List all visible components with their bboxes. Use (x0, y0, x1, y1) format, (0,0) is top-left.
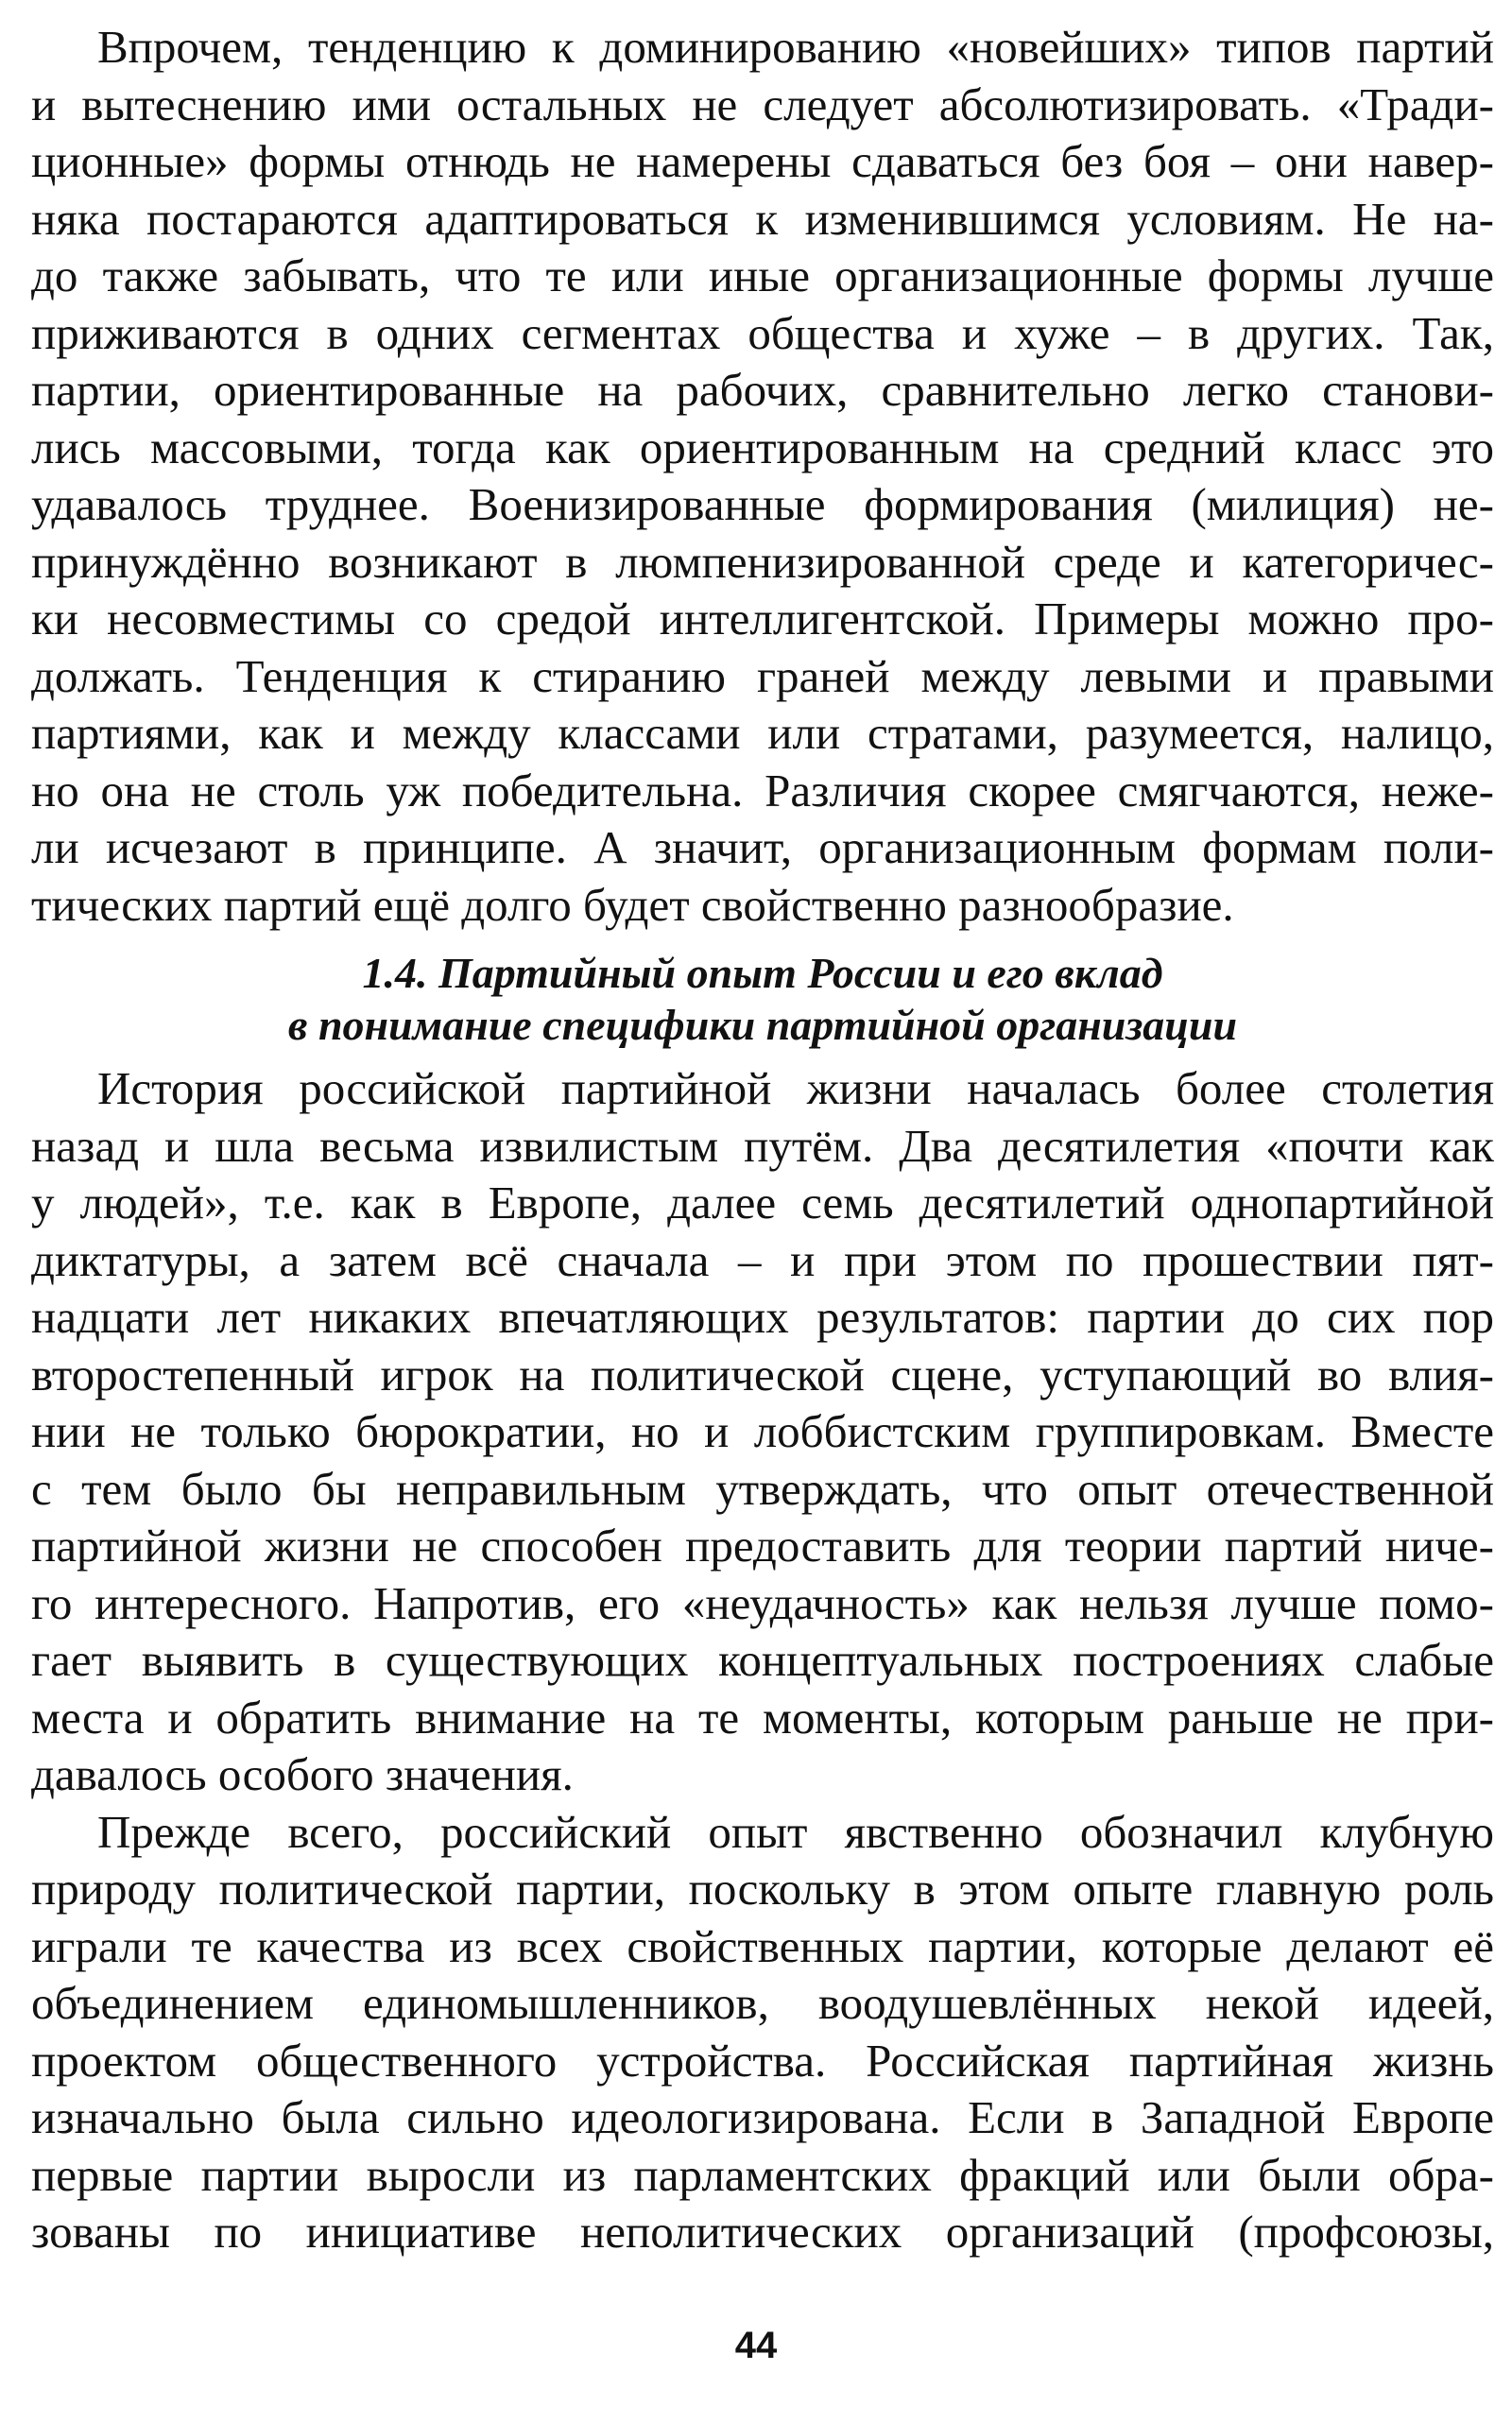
text-line: ли исчезают в принципе. А значит, организационным формам поли- (31, 821, 1494, 873)
text-line: давалось особого значения. (31, 1748, 574, 1800)
text-line: изначально была сильно идеологизирована. Если в Западной Европе (31, 2091, 1494, 2143)
text-line: зованы по инициативе неполитических организаций (профсоюзы, (31, 2206, 1494, 2258)
paragraph-3 (31, 1804, 1494, 2261)
text-line: места и обратить внимание на те моменты, которым раньше не при- (31, 1691, 1494, 1744)
text-line: но она не столь уж победительна. Различия скорее смягчаются, неже- (31, 764, 1494, 816)
text-line: Впрочем, тенденцию к доминированию «новейших» типов партий (97, 21, 1494, 73)
text-line: лись массовыми, тогда как ориентированным на средний класс это (31, 421, 1494, 473)
text-line: первые партии выросли из парламентских фракций или были обра- (31, 2148, 1494, 2201)
text-line: партии, ориентированные на рабочих, сравнительно легко станови- (31, 364, 1494, 416)
page-content (31, 19, 1494, 2261)
text-line: приживаются в одних сегментах общества и хуже – в других. Так, (31, 306, 1494, 359)
text-line: партийной жизни не способен предоставить для теории партий ниче- (31, 1520, 1494, 1572)
text-line: удавалось труднее. Военизированные формирования (милиция) не- (31, 478, 1494, 530)
text-line: няка постараются адаптироваться к изменившимся условиям. Не на- (31, 192, 1494, 245)
text-line: у людей», т.е. как в Европе, далее семь десятилетий однопартийной (31, 1177, 1494, 1229)
text-line: История российской партийной жизни началась более столетия (97, 1062, 1494, 1114)
page-number: 44 (734, 2325, 778, 2366)
text-line: природу политической партии, поскольку в этом опыте главную роль (31, 1863, 1494, 1915)
text-line: объединением единомышленников, воодушевлённых некой идеей, (31, 1977, 1494, 2029)
text-line: назад и шла весьма извилистым путём. Два десятилетия «почти как (31, 1119, 1494, 1172)
text-line: второстепенный игрок на политической сцене, уступающий во влия- (31, 1348, 1494, 1401)
text-line: гает выявить в существующих концептуальных построениях слабые (31, 1634, 1494, 1686)
text-line: го интересного. Напротив, его «неудачность» как нельзя лучше помо- (31, 1576, 1494, 1629)
text-line: до также забывать, что те или иные организационные формы лучше (31, 249, 1494, 301)
section-heading-line-2: в понимание специфики партийной организации (287, 1001, 1238, 1049)
text-line: нии не только бюрократии, но и лоббистским группировкам. Вместе (31, 1405, 1494, 1457)
paragraph-1 (31, 19, 1494, 934)
text-line: партиями, как и между классами или стратами, разумеется, налицо, (31, 707, 1494, 759)
text-line: играли те качества из всех свойственных партии, которые делают её (31, 1919, 1494, 1972)
section-heading (31, 947, 1494, 1051)
text-line: диктатуры, а затем всё сначала – и при этом по прошествии пят- (31, 1233, 1494, 1286)
text-line: надцати лет никаких впечатляющих результатов: партии до сих пор (31, 1291, 1494, 1343)
text-line: Прежде всего, российский опыт явственно обозначил клубную (97, 1805, 1494, 1858)
text-line: принуждённо возникают в люмпенизированной среде и категоричес- (31, 535, 1494, 588)
text-line: ционные» формы отнюдь не намерены сдаваться без боя – они навер- (31, 135, 1494, 187)
text-line: должать. Тенденция к стиранию граней между левыми и правыми (31, 649, 1494, 702)
section-heading-line-1: 1.4. Партийный опыт России и его вклад (362, 949, 1163, 997)
text-line: проектом общественного устройства. Российская партийная жизнь (31, 2034, 1494, 2087)
text-line: и вытеснению ими остальных не следует абсолютизировать. «Тради- (31, 77, 1494, 130)
text-line: тических партий ещё долго будет свойственно разнообразие. (31, 878, 1234, 931)
paragraph-2 (31, 1060, 1494, 1804)
text-line: с тем было бы неправильным утверждать, что опыт отечественной (31, 1462, 1494, 1515)
text-line: ки несовместимы со средой интеллигентской. Примеры можно про- (31, 593, 1494, 644)
